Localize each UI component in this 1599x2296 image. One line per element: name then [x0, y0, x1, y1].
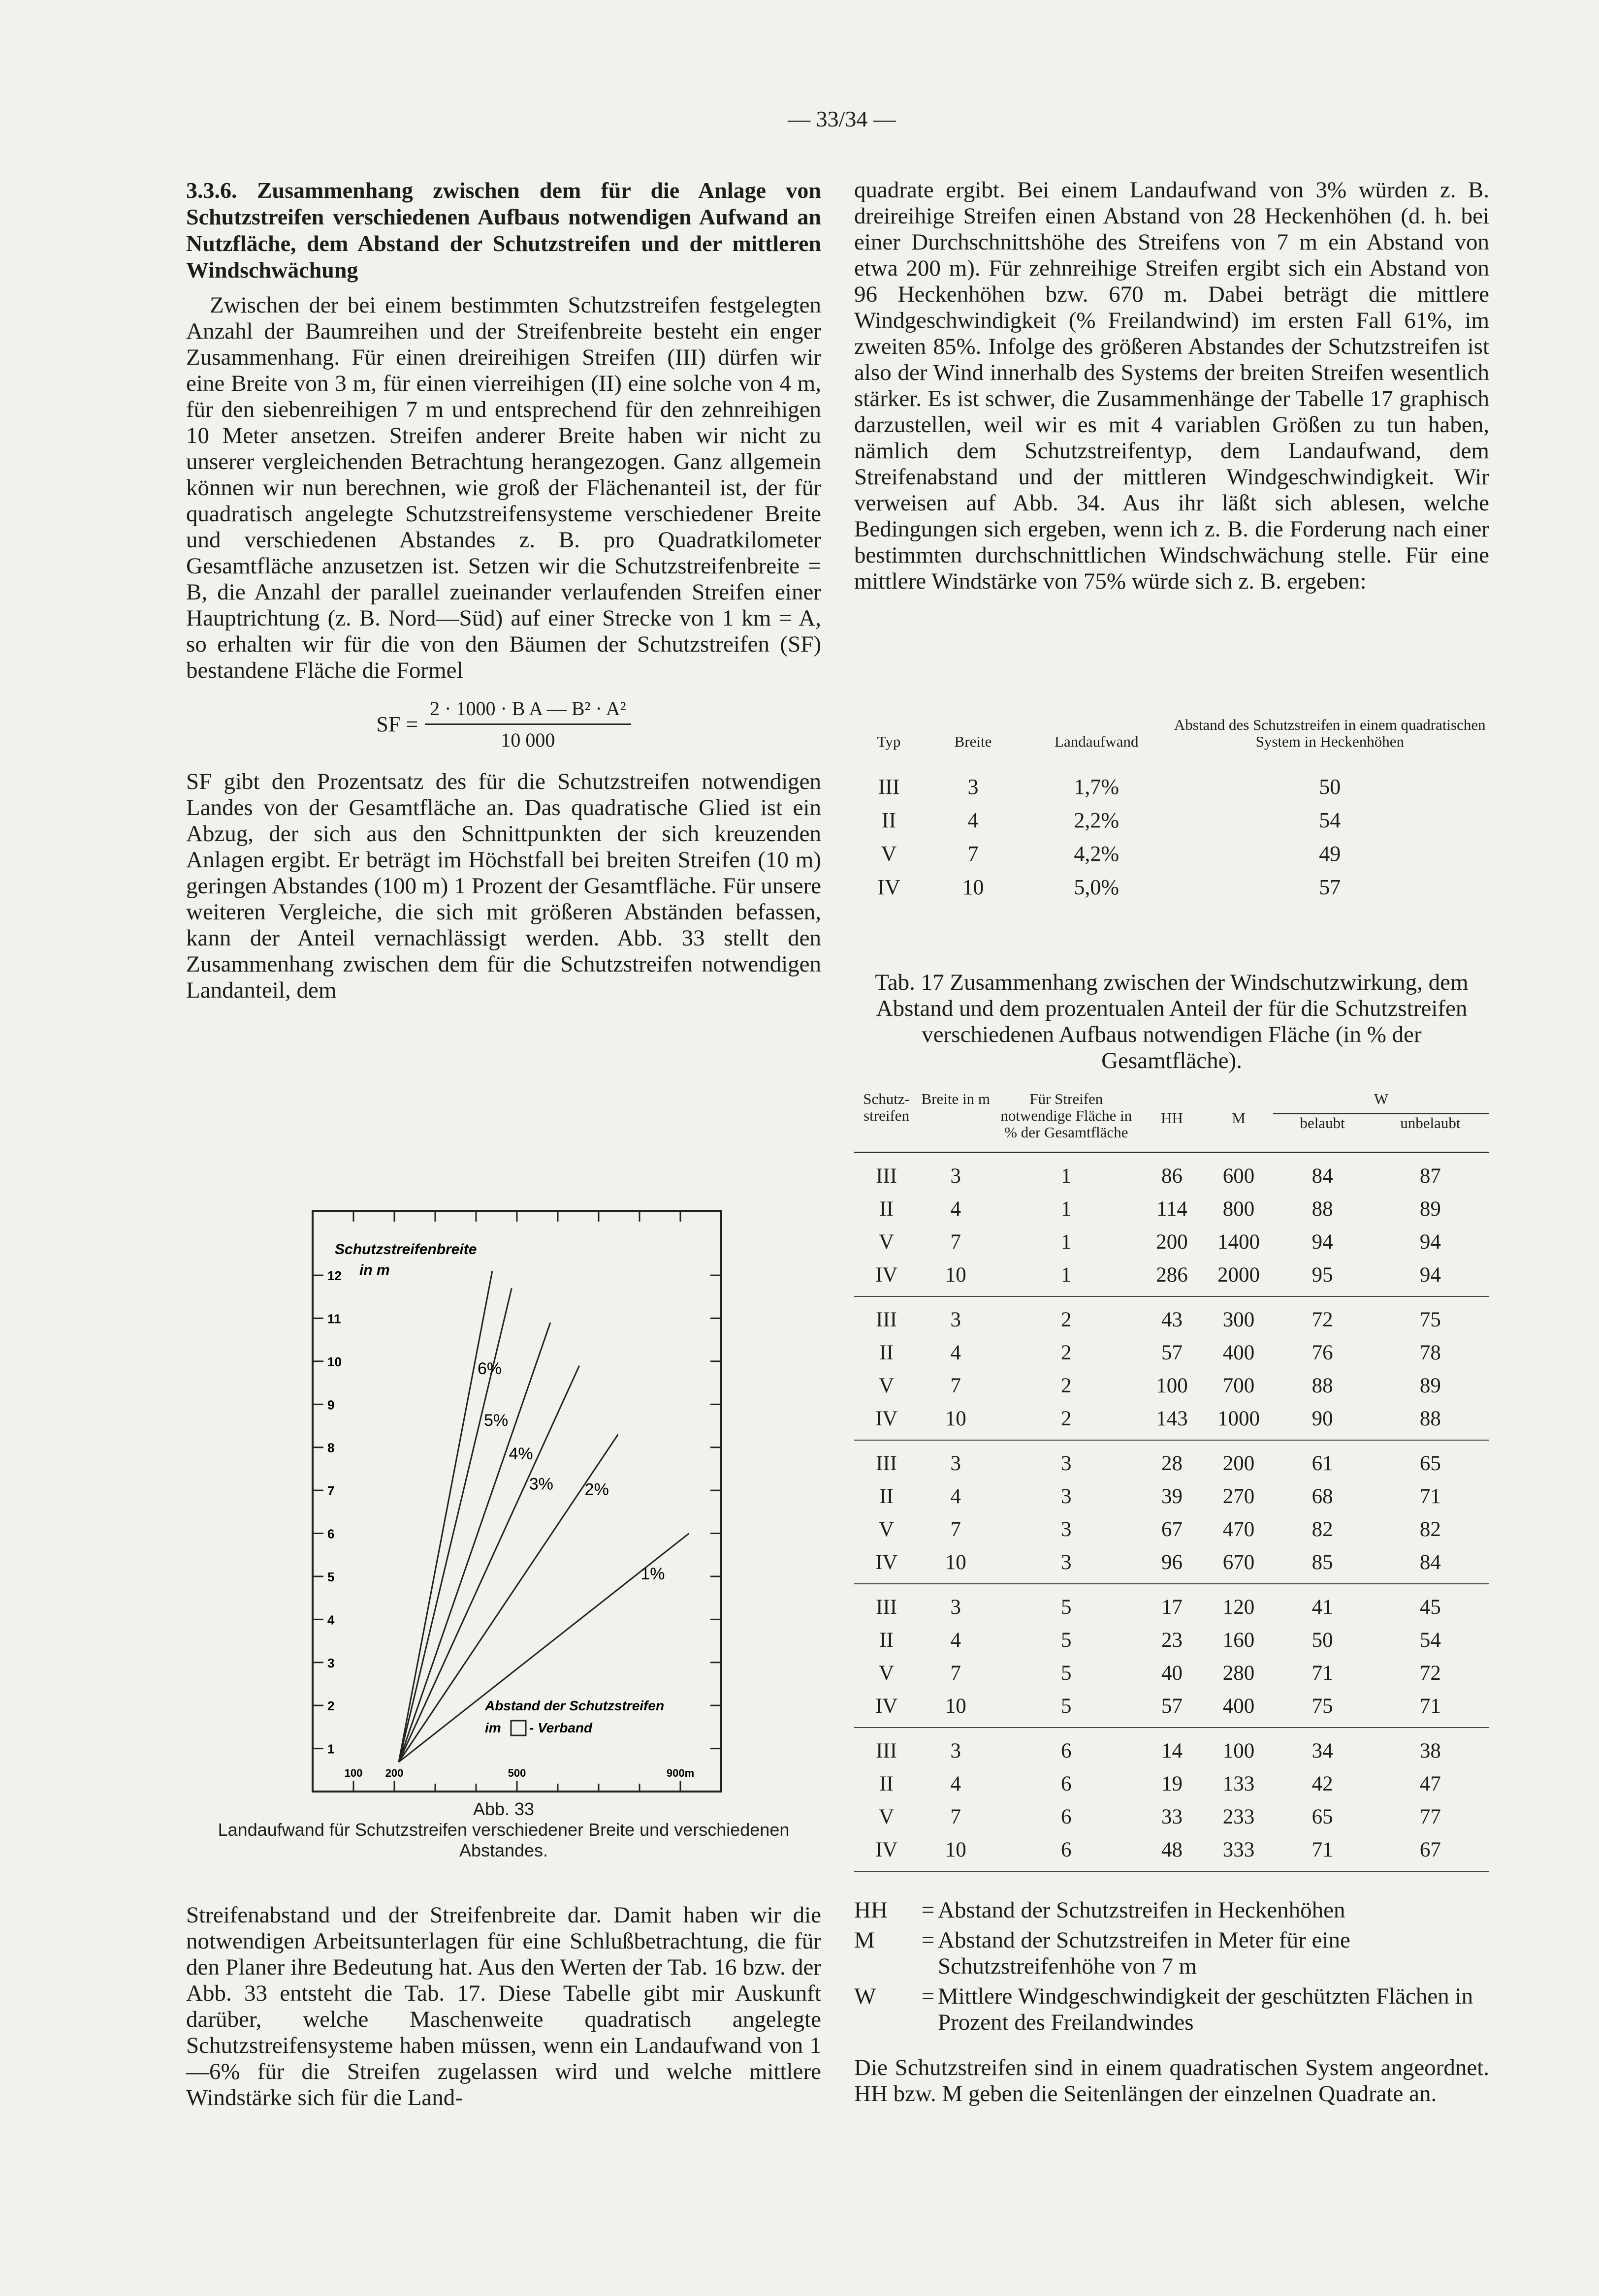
table-cell: 28: [1161, 1452, 1183, 1475]
right-paragraph-1: quadrate ergibt. Bei einem Landaufwand von 3% würden z. B. dreireihige Streifen einen Abstand von 28 Heckenhöhen (d. h. bei einer Durchschnittshöhe des Streifens von 7 m ein Abstand von etwa 200 m). Für zehnreihige Streifen ergibt sich ein Abstand von 96 Heckenhöhen bzw. 670 m. Dabei beträgt die mittlere Windgeschwindigkeit (% Freilandwind) im ersten Fall 61%, im zweiten 85%. Infolge des größeren Abstandes der Schutzstreifen ist also der Wind innerhalb des Systems der breiten Streifen wesentlich stärker. Es ist schwer, die Zusammenhänge der Tabelle 17 graphisch darzustellen, weil wir es mit 4 variablen Größen zu tun haben, nämlich dem Schutzstreifentyp, dem Landaufwand, dem Streifenabstand und der mittleren Windgeschwindigkeit. Wir verweisen auf Abb. 34. Aus ihr läßt sich ablesen, welche Bedingungen sich ergeben, wenn ich z. B. die Forderung nach einer bestimmten durchschnittlichen Windschwächung stelle. Für eine mittlere Windstärke von 75% würde sich z. B. ergeben:: [854, 177, 1489, 594]
section-heading: [186, 177, 821, 283]
table-cell: 65: [1419, 1452, 1441, 1475]
left-column-bottom: [186, 1902, 821, 2123]
table-cell: 72: [1311, 1308, 1333, 1331]
y-tick-label: 5: [327, 1569, 335, 1584]
table-cell: III: [876, 1452, 897, 1475]
table-row: [854, 1728, 1489, 1767]
table-1: [854, 716, 1489, 904]
table-cell: 57: [1319, 875, 1341, 899]
table-cell: 88: [1311, 1374, 1333, 1397]
table-cell: 6: [1061, 1838, 1072, 1861]
y-axis-title-2: in m: [359, 1262, 390, 1278]
table-cell: 143: [1156, 1407, 1188, 1430]
t2-header-belaubt: belaubt: [1300, 1114, 1345, 1132]
table-cell: 4: [950, 1197, 961, 1221]
table-cell: 88: [1419, 1407, 1441, 1430]
y-tick-label: 1: [327, 1741, 335, 1757]
table-cell: 400: [1222, 1341, 1255, 1364]
table-cell: V: [879, 1805, 895, 1828]
table-cell: 84: [1419, 1551, 1441, 1574]
table-cell: III: [876, 1164, 897, 1188]
table-cell: 5: [1061, 1662, 1072, 1685]
table-cell: 57: [1161, 1341, 1183, 1364]
series-label: 6%: [477, 1359, 502, 1378]
table-cell: 160: [1222, 1629, 1255, 1652]
table-cell: II: [879, 1197, 894, 1221]
legend-row-w: [854, 1983, 1489, 2036]
table-cell: 2: [1061, 1341, 1072, 1364]
table-cell: 48: [1161, 1838, 1183, 1861]
table-cell: III: [876, 1596, 897, 1619]
chart-series: [399, 1271, 689, 1762]
table-cell: 700: [1222, 1374, 1255, 1397]
table-cell: 75: [1311, 1695, 1333, 1718]
left-column: [186, 177, 821, 1015]
table-cell: 120: [1222, 1596, 1255, 1619]
table-row: [854, 803, 1489, 837]
t1-header-abstand: Abstand des Schutzstreifen in einem quadratischen System in Heckenhöhen: [1174, 716, 1486, 750]
table-cell: 5,0%: [1074, 875, 1119, 899]
table-cell: 71: [1311, 1662, 1333, 1685]
table-row: [854, 1513, 1489, 1546]
table-cell: 2000: [1217, 1263, 1260, 1287]
table-cell: 286: [1156, 1263, 1188, 1287]
table-cell: II: [879, 1772, 894, 1795]
table-cell: 1,7%: [1074, 774, 1119, 799]
table-cell: 86: [1161, 1164, 1183, 1188]
y-tick-label: 6: [327, 1526, 335, 1541]
table-row: [854, 870, 1489, 904]
y-tick-label: 4: [327, 1612, 335, 1628]
legend-row-m: [854, 1927, 1489, 1980]
table-cell: 5: [1061, 1695, 1072, 1718]
table-cell: 85: [1311, 1551, 1333, 1574]
table-cell: 4: [950, 1772, 961, 1795]
table-cell: 33: [1161, 1805, 1183, 1828]
page-number: — 33/34 —: [788, 106, 896, 131]
table-cell: 78: [1419, 1341, 1441, 1364]
table-cell: 3: [1061, 1452, 1072, 1475]
table-cell: 7: [950, 1374, 961, 1397]
figure-caption: [186, 1799, 821, 1861]
x-tick-label: 200: [385, 1767, 404, 1779]
t2-header-hh: HH: [1161, 1109, 1183, 1127]
table-cell: 3: [950, 1308, 961, 1331]
t2-header-unbelaubt: unbelaubt: [1400, 1114, 1461, 1132]
table-cell: II: [881, 808, 896, 832]
series-label: 2%: [584, 1480, 609, 1499]
table-cell: 71: [1419, 1485, 1441, 1508]
table-cell: 89: [1419, 1374, 1441, 1397]
table-cell: 1: [1061, 1230, 1072, 1254]
table-cell: 45: [1419, 1596, 1441, 1619]
t2-header-typ: Schutz- streifen: [863, 1090, 910, 1124]
table-cell: 100: [1222, 1739, 1255, 1762]
table-cell: 7: [950, 1230, 961, 1254]
left-paragraph-2: SF gibt den Prozentsatz des für die Schutzstreifen notwendigen Landes von der Gesamtfläche an. Das quadratische Glied ist ein Abzug, der sich aus den Schnittpunkten der sich kreuzenden Anlagen ergibt. Er beträgt im Höchstfall bei breiten Streifen (10 m) geringen Abstandes (100 m) 1 Prozent der Gesamtfläche. Für unsere weiteren Vergleiche, die sich mit größeren Abständen befassen, kann der Anteil vernachlässigt werden. Abb. 33 stellt den Zusammenhang zwischen dem für die Schutzstreifen notwendigen Landanteil, dem: [186, 769, 821, 1003]
table-cell: 50: [1319, 774, 1341, 799]
table-cell: 1: [1061, 1197, 1072, 1221]
table-1-header: [854, 716, 1489, 770]
table-cell: 6: [1061, 1805, 1072, 1828]
legend-row-hh: [854, 1897, 1489, 1923]
table-cell: 57: [1161, 1695, 1183, 1718]
series-label: 1%: [640, 1565, 665, 1584]
table-cell: 670: [1222, 1551, 1255, 1574]
x-tick-label: 900m: [666, 1767, 695, 1779]
table-row: [854, 1440, 1489, 1480]
closing-paragraph: Die Schutzstreifen sind in einem quadratischen System angeordnet. HH bzw. M geben die Seitenlängen der einzelnen Quadrate an.: [854, 2055, 1489, 2107]
table-cell: 3: [1061, 1485, 1072, 1508]
table-cell: 23: [1161, 1629, 1183, 1652]
legend: [854, 1897, 1489, 2040]
table-cell: 470: [1222, 1518, 1255, 1541]
table-cell: 10: [945, 1551, 966, 1574]
table-cell: IV: [875, 1695, 898, 1718]
table-cell: 3: [950, 1739, 961, 1762]
series-label: 3%: [529, 1475, 553, 1494]
table-cell: 3: [950, 1164, 961, 1188]
table-cell: 300: [1222, 1308, 1255, 1331]
table-row: [854, 1584, 1489, 1624]
left-paragraph-1: Zwischen der bei einem bestimmten Schutzstreifen festgelegten Anzahl der Baumreihen und der Streifenbreite besteht ein enger Zusammenhang. Für einen dreireihigen Streifen (III) dürfen wir eine Breite von 3 m, für einen vierreihigen (II) eine solche von 4 m, für den siebenreihigen 7 m und entsprechend für den zehnreihigen 10 Meter ansetzen. Streifen anderer Breite haben wir nicht zu unserer vergleichenden Betrachtung herangezogen. Ganz allgemein können wir nun berechnen, wie groß der Flächenanteil ist, der für quadratisch angelegte Schutzstreifensysteme verschiedener Breite und verschiedenen Abstandes z. B. pro Quadratkilometer Gesamtfläche anzusetzen ist. Setzen wir die Schutzstreifenbreite = B, die Anzahl der parallel zueinander verlaufenden Streifen einer Hauptrichtung (z. B. Nord—Süd) auf einer Strecke von 1 km = A, so erhalten wir für die von den Bäumen der Schutzstreifen (SF) bestandene Fläche die Formel: [186, 292, 821, 683]
table-cell: 54: [1419, 1629, 1441, 1652]
legend-equals: =: [921, 1897, 935, 1923]
t1-header-breite: Breite: [954, 733, 992, 750]
table-17-caption: Tab. 17 Zusammenhang zwischen der Windschutzwirkung, dem Abstand und dem prozentualen Anteil der für die Schutzstreifen verschiedenen Aufbaus notwendigen Fläche (in % der Gesamtfläche).: [875, 970, 1469, 1073]
table-cell: V: [879, 1518, 895, 1541]
legend-equals: =: [921, 1983, 935, 2009]
table-cell: 2: [1061, 1374, 1072, 1397]
y-tick-label: 11: [327, 1311, 341, 1326]
table-row: [854, 1657, 1489, 1690]
table-cell: 10: [962, 875, 984, 899]
table-row: [854, 1546, 1489, 1584]
table-cell: 3: [950, 1596, 961, 1619]
legend-key: M: [854, 1927, 875, 1953]
legend-equals: =: [921, 1927, 935, 1953]
x-tick-label: 500: [508, 1767, 526, 1779]
formula: [186, 695, 821, 753]
table-cell: 200: [1222, 1452, 1255, 1475]
table-cell: 10: [945, 1263, 966, 1287]
table-cell: 89: [1419, 1197, 1441, 1221]
table-cell: 61: [1311, 1452, 1333, 1475]
table-cell: 7: [950, 1805, 961, 1828]
table-cell: IV: [875, 1838, 898, 1861]
table-cell: 87: [1419, 1164, 1441, 1188]
table-cell: 800: [1222, 1197, 1255, 1221]
table-cell: 67: [1419, 1838, 1441, 1861]
table-cell: 71: [1419, 1695, 1441, 1718]
table-cell: 68: [1311, 1485, 1333, 1508]
table-cell: 90: [1311, 1407, 1333, 1430]
table-cell: II: [879, 1341, 894, 1364]
table-cell: 77: [1419, 1805, 1441, 1828]
table-17: [854, 1090, 1489, 1872]
t2-header-m: M: [1232, 1109, 1246, 1127]
table-cell: 3: [967, 774, 979, 799]
table-cell: 400: [1222, 1695, 1255, 1718]
table-cell: 47: [1419, 1772, 1441, 1795]
table-cell: 4: [967, 808, 979, 832]
table-cell: V: [879, 1662, 895, 1685]
table-cell: 233: [1222, 1805, 1255, 1828]
table-row: [854, 1369, 1489, 1402]
x-axis-title-1: Abstand der Schutzstreifen: [485, 1698, 665, 1713]
table-cell: 67: [1161, 1518, 1183, 1541]
table-cell: 10: [945, 1407, 966, 1430]
section-title: Zusammenhang zwischen dem für die Anlage von Schutzstreifen verschiedenen Aufbaus notwendigen Aufwand an Nutzfläche, dem Abstand der Schutzstreifen und der mittleren Windschwächung: [186, 178, 822, 283]
table-row: [854, 1193, 1489, 1226]
table-row: [854, 1336, 1489, 1369]
table-cell: 133: [1222, 1772, 1255, 1795]
table-cell: 7: [967, 841, 979, 866]
table-cell: 71: [1311, 1838, 1333, 1861]
table-row: [854, 1480, 1489, 1513]
table-row: [854, 1258, 1489, 1296]
table-cell: 94: [1311, 1230, 1333, 1254]
table-row: [854, 1800, 1489, 1833]
table-cell: 1: [1061, 1263, 1072, 1287]
table-cell: III: [876, 1308, 897, 1331]
table-row: [854, 1226, 1489, 1258]
table-cell: IV: [875, 1263, 898, 1287]
table-cell: 43: [1161, 1308, 1183, 1331]
t2-header-flaeche: Für Streifen notwendige Fläche in % der Gesamtfläche: [1000, 1090, 1132, 1141]
series-label: 5%: [484, 1411, 509, 1430]
table-cell: V: [879, 1230, 895, 1254]
table-cell: 42: [1311, 1772, 1333, 1795]
table-cell: 5: [1061, 1629, 1072, 1652]
series-line: [399, 1322, 550, 1762]
table-row: [854, 1767, 1489, 1800]
y-axis-title-1: Schutzstreifenbreite: [335, 1241, 477, 1258]
x-axis-title-post: - Verband: [529, 1720, 593, 1735]
table-cell: 333: [1222, 1838, 1255, 1861]
table-cell: 96: [1161, 1551, 1183, 1574]
table-cell: 1000: [1217, 1407, 1260, 1430]
table-cell: 7: [950, 1518, 961, 1541]
table-row: [854, 1690, 1489, 1728]
table-cell: 4: [950, 1485, 961, 1508]
legend-key: W: [854, 1983, 876, 2009]
table-cell: 72: [1419, 1662, 1441, 1685]
table-cell: II: [879, 1629, 894, 1652]
table-cell: IV: [875, 1407, 898, 1430]
table-cell: 65: [1311, 1805, 1333, 1828]
table-cell: 3: [1061, 1518, 1072, 1541]
table-cell: 2: [1061, 1407, 1072, 1430]
table-cell: 1: [1061, 1164, 1072, 1188]
series-label: 4%: [509, 1445, 533, 1464]
square-symbol: [511, 1721, 526, 1735]
x-tick-label: 100: [344, 1767, 363, 1779]
table-cell: 94: [1419, 1230, 1441, 1254]
y-tick-label: 7: [327, 1483, 335, 1499]
section-number: 3.3.6.: [186, 178, 237, 203]
t1-header-typ: Typ: [877, 733, 901, 750]
formula-denominator: 10 000: [501, 729, 555, 751]
table-cell: 280: [1222, 1662, 1255, 1685]
table-cell: IV: [875, 1551, 898, 1574]
y-tick-label: 10: [327, 1354, 342, 1369]
table-cell: 84: [1311, 1164, 1333, 1188]
formula-numerator: 2 · 1000 · B A — B² · A²: [425, 695, 631, 725]
left-paragraph-3: Streifenabstand und der Streifenbreite dar. Damit haben wir die notwendigen Arbeitsunterlagen für eine Schlußbetrachtung, die für den Planer ihre Bedeutung hat. Aus den Werten der Tab. 16 bzw. der Abb. 33 entsteht die Tab. 17. Diese Tabelle gibt mir Auskunft darüber, welche Maschenweite quadratisch angelegte Schutzstreifensysteme haben müssen, wenn ein Landaufwand von 1—6% für die Streifen zugelassen wird und welche mittlere Windstärke sich für die Land-: [186, 1902, 821, 2110]
table-cell: 94: [1419, 1263, 1441, 1287]
table-cell: 4,2%: [1074, 841, 1119, 866]
table-cell: 75: [1419, 1308, 1441, 1331]
t2-header-w: W: [1374, 1090, 1389, 1107]
legend-key: HH: [854, 1897, 888, 1923]
table-cell: 14: [1161, 1739, 1183, 1762]
t2-header-breite: Breite in m: [921, 1090, 990, 1107]
table-cell: V: [881, 841, 897, 866]
table-cell: 41: [1311, 1596, 1333, 1619]
table-cell: 10: [945, 1695, 966, 1718]
table-cell: 95: [1311, 1263, 1333, 1287]
table-cell: 39: [1161, 1485, 1183, 1508]
legend-text: Abstand der Schutzstreifen in Heckenhöhen: [938, 1897, 1345, 1923]
table-cell: 76: [1311, 1341, 1333, 1364]
table-cell: 600: [1222, 1164, 1255, 1188]
table-cell: 50: [1311, 1629, 1333, 1652]
table-cell: 17: [1161, 1596, 1183, 1619]
y-tick-label: 3: [327, 1655, 335, 1670]
table-17-header: [854, 1090, 1489, 1114]
table-cell: 100: [1156, 1374, 1188, 1397]
table-cell: 10: [945, 1838, 966, 1861]
legend-text: Abstand der Schutzstreifen in Meter für eine Schutzstreifenhöhe von 7 m: [938, 1927, 1350, 1979]
table-cell: 54: [1319, 808, 1341, 832]
table-cell: 34: [1311, 1739, 1333, 1762]
table-cell: 4: [950, 1629, 961, 1652]
table-cell: 5: [1061, 1596, 1072, 1619]
table-cell: IV: [877, 875, 900, 899]
table-cell: III: [878, 774, 900, 799]
table-row: [854, 1833, 1489, 1871]
table-cell: 6: [1061, 1739, 1072, 1762]
legend-text: Mittlere Windgeschwindigkeit der geschützten Flächen in Prozent des Freilandwindes: [938, 1983, 1473, 2035]
formula-lhs: SF =: [376, 712, 418, 736]
table-cell: 3: [950, 1452, 961, 1475]
table-cell: 1400: [1217, 1230, 1260, 1254]
table-cell: 82: [1419, 1518, 1441, 1541]
figure-caption-text: Landaufwand für Schutzstreifen verschiedener Breite und verschiedenen Abstandes.: [218, 1820, 790, 1860]
table-cell: 114: [1156, 1197, 1187, 1221]
y-tick-label: 2: [327, 1698, 335, 1714]
table-row: [854, 1296, 1489, 1336]
y-tick-label: 12: [327, 1268, 342, 1284]
formula-fraction: [425, 695, 631, 753]
table-cell: V: [879, 1374, 895, 1397]
table-cell: 2: [1061, 1308, 1072, 1331]
table-row: [854, 1402, 1489, 1440]
table-cell: 19: [1161, 1772, 1183, 1795]
table-row: [854, 1153, 1489, 1193]
table-row: [854, 837, 1489, 870]
table-cell: 49: [1319, 841, 1341, 866]
figure-abb-33: [305, 1201, 729, 1801]
figure-label: Abb. 33: [473, 1799, 535, 1819]
table-cell: 4: [950, 1341, 961, 1364]
y-tick-label: 8: [327, 1440, 335, 1455]
chart-svg: [305, 1201, 729, 1801]
table-cell: III: [876, 1739, 897, 1762]
table-cell: 200: [1156, 1230, 1188, 1254]
table-cell: II: [879, 1485, 894, 1508]
table-cell: 7: [950, 1662, 961, 1685]
t1-header-landaufwand: Landaufwand: [1055, 733, 1139, 750]
y-tick-label: 9: [327, 1397, 335, 1413]
table-cell: 270: [1222, 1485, 1255, 1508]
table-cell: 38: [1419, 1739, 1441, 1762]
series-line: [399, 1271, 492, 1762]
right-column: [854, 177, 1489, 606]
table-cell: 3: [1061, 1551, 1072, 1574]
table-cell: 88: [1311, 1197, 1333, 1221]
table-row: [854, 770, 1489, 803]
x-axis-title-pre: im: [485, 1720, 501, 1735]
table-cell: 40: [1161, 1662, 1183, 1685]
table-cell: 6: [1061, 1772, 1072, 1795]
table-row: [854, 1624, 1489, 1657]
table-cell: 2,2%: [1074, 808, 1119, 832]
table-cell: 82: [1311, 1518, 1333, 1541]
